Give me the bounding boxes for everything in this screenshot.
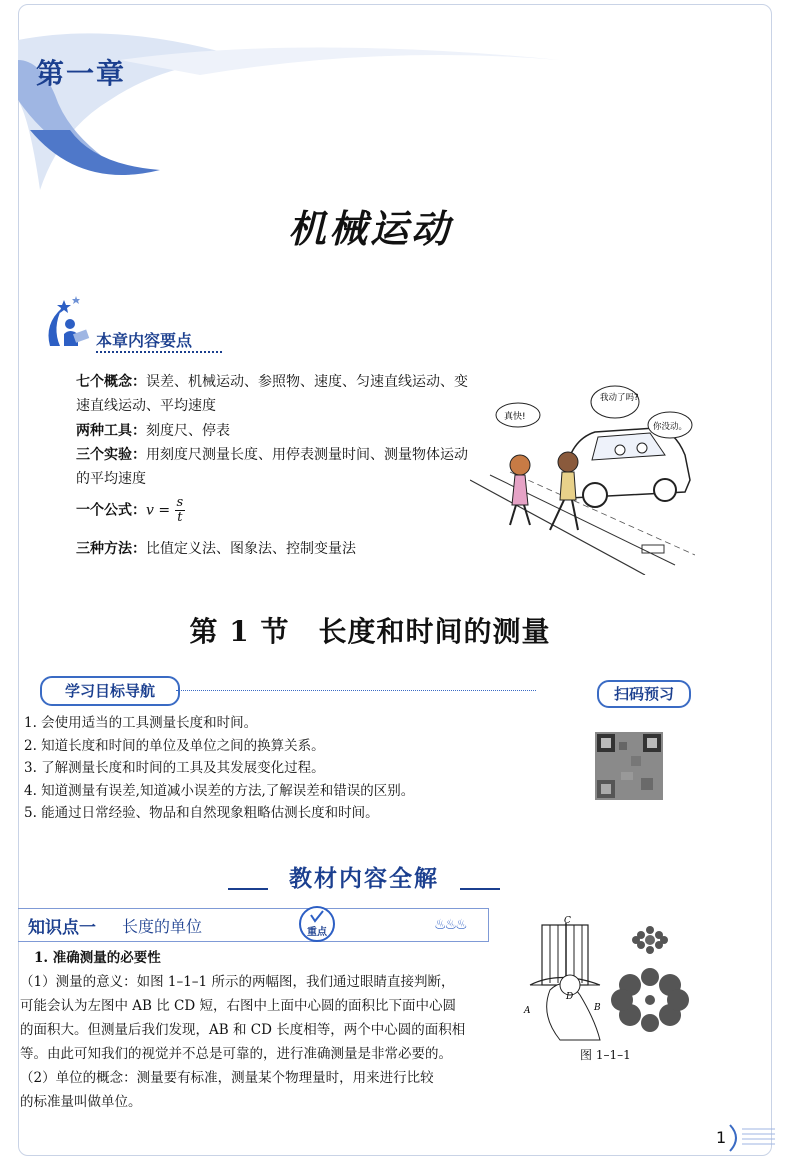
optical-illusion-figure xyxy=(520,915,710,1045)
formula-item: 一个公式：v = $\frac{s}{t}$ xyxy=(76,495,184,525)
goal-item: 2. 知道长度和时间的单位及单位之间的换算关系。 xyxy=(24,737,325,754)
goal-item: 5. 能通过日常经验、物品和自然现象粗略估测长度和时间。 xyxy=(24,805,379,821)
content-banner xyxy=(228,858,500,894)
concept-item: 两种工具：刻度尺、停表 xyxy=(76,423,230,439)
goal-item: 3. 了解测量长度和时间的工具及其发展变化过程。 xyxy=(24,760,325,776)
chapter-title: 机械运动 xyxy=(287,207,452,251)
body-paragraph: 可能会认为左图中 AB 比 CD 短，右图中上面中心圆的面积比下面中心圆 xyxy=(20,998,456,1014)
body-paragraph: 的标准量叫做单位。 xyxy=(20,1094,142,1110)
goal-item: 1. 会使用适当的工具测量长度和时间。 xyxy=(24,715,258,731)
qr-code[interactable] xyxy=(595,732,663,800)
svg-text:D: D xyxy=(566,992,574,1002)
goals-divider xyxy=(176,690,536,691)
svg-text:重点: 重点 xyxy=(307,927,327,938)
knowledge-point-title: 长度的单位 xyxy=(122,917,203,936)
bubble-text: 真快! xyxy=(504,412,526,422)
goals-list xyxy=(24,712,564,825)
key-badge-icon xyxy=(297,905,337,943)
page-tab-decoration xyxy=(700,1123,775,1153)
concept-item: 三种方法：比值定义法、图象法、控制变量法 xyxy=(76,541,356,557)
header-swoosh xyxy=(0,0,790,230)
body-paragraph: （2）单位的概念：测量要有标准，测量某个物理量时，用来进行比较 xyxy=(20,1070,434,1086)
bubble-text: 你没动。 xyxy=(653,422,688,432)
goal-item: 4. 知道测量有误差,知道减小误差的方法,了解误差和错误的区别。 xyxy=(24,782,415,799)
bubble-text: 我动了吗? xyxy=(600,393,639,403)
concept-item: 七个概念：误差、机械运动、参照物、速度、匀速直线运动、变速直线运动、平均速度 xyxy=(76,374,468,414)
key-points-heading: 本章内容要点 xyxy=(96,331,193,350)
difficulty-flames-icon: ♨♨♨ xyxy=(434,917,466,933)
knowledge-point-label: 知识点一 xyxy=(28,918,96,938)
chapter-label: 第一章 xyxy=(36,57,127,90)
svg-text:B: B xyxy=(594,1003,601,1013)
banner-line xyxy=(460,888,500,890)
concept-item: 三个实验：用刻度尺测量长度、用停表测量时间、测量物体运动的平均速度 xyxy=(76,447,468,487)
figure-caption: 图 1–1–1 xyxy=(580,1048,631,1062)
reading-person-icon xyxy=(40,294,98,352)
banner-title: 教材内容全解 xyxy=(289,866,439,892)
section-title: 第 1 节 长度和时间的测量 xyxy=(189,615,551,648)
goals-tag: 学习目标导航 xyxy=(40,676,180,706)
body-paragraph: 的面积大。但测量后我们发现，AB 和 CD 长度相等，两个中心圆的面积相 xyxy=(20,1022,466,1038)
knowledge-point-bar xyxy=(18,908,489,942)
formula-fraction: $\frac{s}{t}$ xyxy=(176,495,184,525)
scan-preview-tag[interactable]: 扫码预习 xyxy=(597,680,691,708)
body-paragraph: 等。由此可知我们的视觉并不总是可靠的，进行准确测量是非常必要的。 xyxy=(20,1046,452,1062)
heading-underline xyxy=(96,351,222,353)
body-heading: 1. 准确测量的必要性 xyxy=(34,950,161,966)
kids-car-illustration xyxy=(470,380,695,575)
page-number: 1 xyxy=(716,1128,727,1147)
svg-text:A: A xyxy=(524,1006,531,1016)
svg-text:C: C xyxy=(564,916,571,926)
body-paragraph: （1）测量的意义：如图 1–1–1 所示的两幅图，我们通过眼睛直接判断， xyxy=(20,974,455,990)
